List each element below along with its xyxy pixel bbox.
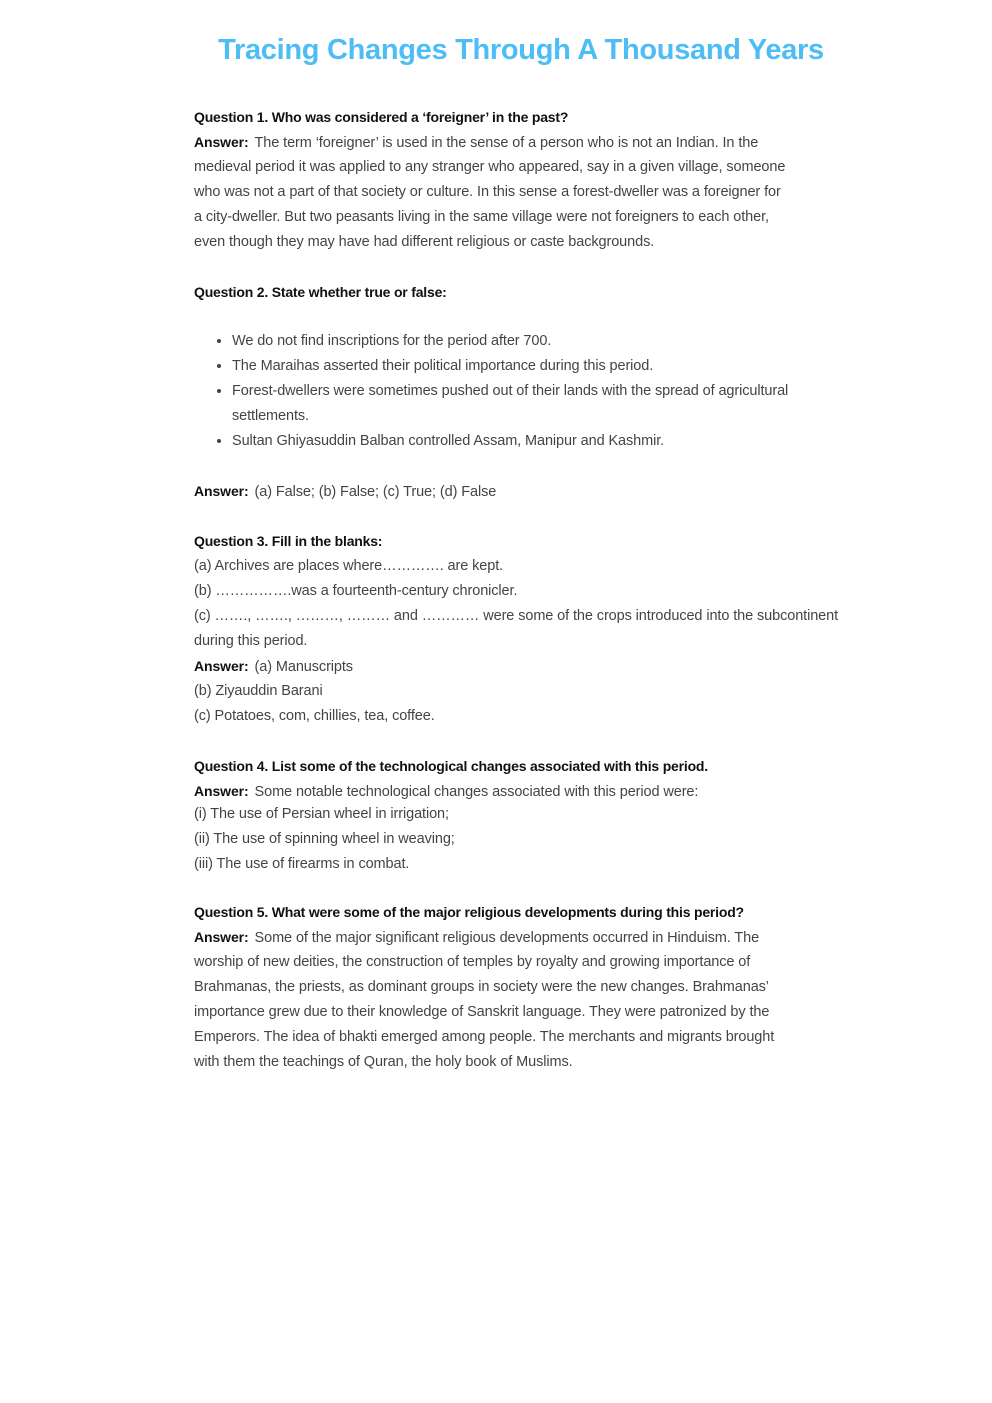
answer-text: even though they may have had different religious or caste backgrounds.	[194, 234, 655, 250]
answer-text: (a) Manuscripts	[254, 659, 353, 675]
answer-text: (a) False; (b) False; (c) True; (d) False	[254, 484, 497, 500]
question-2-section	[194, 280, 844, 504]
answer-label: Answer:	[194, 483, 249, 499]
answer-text: importance grew due to their knowledge of Sanskrit language. They were patronized by the	[194, 1004, 770, 1020]
answer-label: Answer:	[194, 658, 249, 674]
question-5-heading: Question 5. What were some of the major religious developments during this period?	[194, 904, 744, 920]
statement-text: • The Maraihas asserted their political importance during this period.	[232, 358, 654, 374]
page-title: Tracing Changes Through A Thousand Years	[218, 34, 824, 66]
answer-text: with them the teachings of Quran, the holy book of Muslims.	[194, 1054, 573, 1070]
question-3-heading: Question 3. Fill in the blanks:	[194, 533, 383, 549]
question-4-section	[194, 754, 844, 877]
answer-text: (c) Potatoes, com, chillies, tea, coffee.	[194, 708, 435, 724]
statement-text: • Sultan Ghiyasuddin Balban controlled Assam, Manipur and Kashmir.	[232, 433, 665, 449]
list-item	[232, 429, 844, 454]
list-item	[232, 329, 844, 354]
question-5-section	[194, 900, 844, 1075]
answer-text: (i) The use of Persian wheel in irrigation;	[194, 806, 449, 822]
answer-label: Answer:	[194, 134, 249, 150]
blank-line: (a) Archives are places where…………. are kept.	[194, 558, 504, 574]
blank-line: (c) ……., ……., ………, ……… and ………… were some of the crops introduced into the subcontinent	[194, 608, 839, 624]
list-item	[232, 354, 844, 379]
answer-text: Emperors. The idea of bhakti emerged among people. The merchants and migrants brought	[194, 1029, 775, 1045]
question-1-heading: Question 1. Who was considered a ‘foreigner’ in the past?	[194, 109, 569, 125]
answer-label: Answer:	[194, 783, 249, 799]
question-2-heading: Question 2. State whether true or false:	[194, 284, 447, 300]
answer-text: Some notable technological changes associated with this period were:	[254, 784, 699, 800]
blank-line: (b) …………….was a fourteenth-century chronicler.	[194, 583, 518, 599]
answer-text: (ii) The use of spinning wheel in weaving;	[194, 831, 455, 847]
answer-text: Brahmanas, the priests, as dominant groups in society were the new changes. Brahmanas’	[194, 979, 769, 995]
question-3-section	[194, 529, 844, 729]
answer-label: Answer:	[194, 929, 249, 945]
list-item	[232, 379, 844, 429]
question-4-heading: Question 4. List some of the technological changes associated with this period.	[194, 758, 708, 774]
blank-line: during this period.	[194, 633, 308, 649]
answer-text: The term ‘foreigner’ is used in the sense of a person who is not an Indian. In the	[254, 135, 759, 151]
statement-list	[194, 329, 844, 454]
question-1-section	[194, 105, 844, 255]
answer-text: a city-dweller. But two peasants living in the same village were not foreigners to each other,	[194, 209, 769, 225]
answer-text: Some of the major significant religious developments occurred in Hinduism. The	[254, 930, 760, 946]
statement-text: • Forest-dwellers were sometimes pushed out of their lands with the spread of agricultural settlements.	[232, 383, 789, 424]
answer-text: worship of new deities, the construction of temples by royalty and growing importance of	[194, 954, 751, 970]
answer-text: medieval period it was applied to any stranger who appeared, say in a given village, someone	[194, 159, 786, 175]
answer-text: who was not a part of that society or culture. In this sense a forest-dweller was a foreigner for	[194, 184, 781, 200]
answer-text: (b) Ziyauddin Barani	[194, 683, 323, 699]
statement-text: • We do not find inscriptions for the period after 700.	[232, 333, 552, 349]
answer-text: (iii) The use of firearms in combat.	[194, 856, 410, 872]
